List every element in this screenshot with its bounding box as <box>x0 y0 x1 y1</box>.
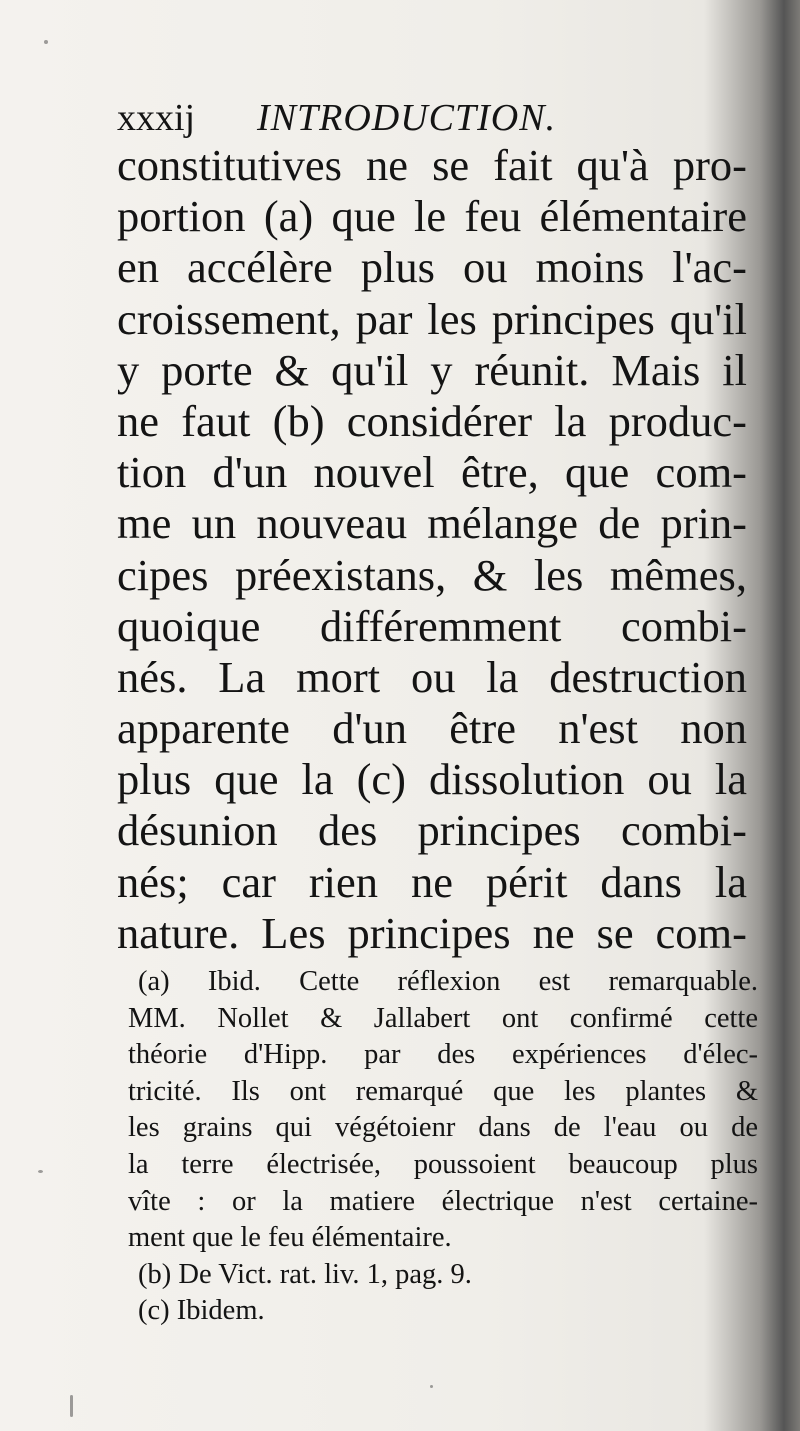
body-line: nés. La mort ou la destruction <box>117 651 747 702</box>
footnote-a-line: la terre électrisée, poussoient beaucoup plus <box>128 1148 758 1180</box>
paper-speck <box>430 1385 433 1388</box>
body-line: quoique différemment combi- <box>117 600 747 651</box>
footnote-a-line: les grains qui végétoienr dans de l'eau ou de <box>128 1112 758 1144</box>
body-line: nés; car rien ne périt dans la <box>117 856 747 907</box>
running-title: INTRODUCTION. <box>257 97 557 139</box>
footnote-a-line: ment que le feu élémentaire. <box>128 1222 452 1254</box>
body-line: nature. Les principes ne se com- <box>117 907 747 958</box>
body-line: constitutives ne se fait qu'à pro- <box>117 140 747 190</box>
footnote-a-line: (a) Ibid. Cette réflexion est remarquable. <box>138 966 758 997</box>
paper-speck <box>44 40 48 44</box>
page-number: xxxij <box>117 97 196 139</box>
body-line: portion (a) que le feu élémentaire <box>117 191 747 242</box>
body-line: plus que la (c) dissolution ou la <box>117 754 747 805</box>
body-line: désunion des principes combi- <box>117 805 747 856</box>
page-header <box>117 88 737 148</box>
footnote-c: (c) Ibidem. <box>138 1295 265 1327</box>
paper-speck <box>70 1395 73 1417</box>
footnote-a-line: vîte : or la matiere électrique n'est certaine- <box>128 1185 758 1217</box>
body-line: ne faut (b) considérer la produc- <box>117 395 747 446</box>
body-text <box>117 140 747 959</box>
body-line: tion d'un nouvel être, que com- <box>117 447 747 498</box>
footnote-b: (b) De Vict. rat. liv. 1, pag. 9. <box>138 1258 472 1290</box>
body-line: en accélère plus ou moins l'ac- <box>117 242 747 293</box>
body-line: cipes préexistans, & les mêmes, <box>117 549 747 600</box>
body-line: apparente d'un être n'est non <box>117 703 747 754</box>
footnote-a-line: tricité. Ils ont remarqué que les plantes & <box>128 1075 758 1107</box>
footnotes <box>128 964 758 1330</box>
body-line: me un nouveau mélange de prin- <box>117 498 747 549</box>
body-line: croissement, par les principes qu'il <box>117 293 747 344</box>
body-line: y porte & qu'il y réunit. Mais il <box>117 344 747 395</box>
paper-speck <box>38 1170 43 1173</box>
footnote-a-line: théorie d'Hipp. par des expériences d'élec- <box>128 1039 758 1071</box>
footnote-a-line: MM. Nollet & Jallabert ont confirmé cette <box>128 1002 758 1034</box>
